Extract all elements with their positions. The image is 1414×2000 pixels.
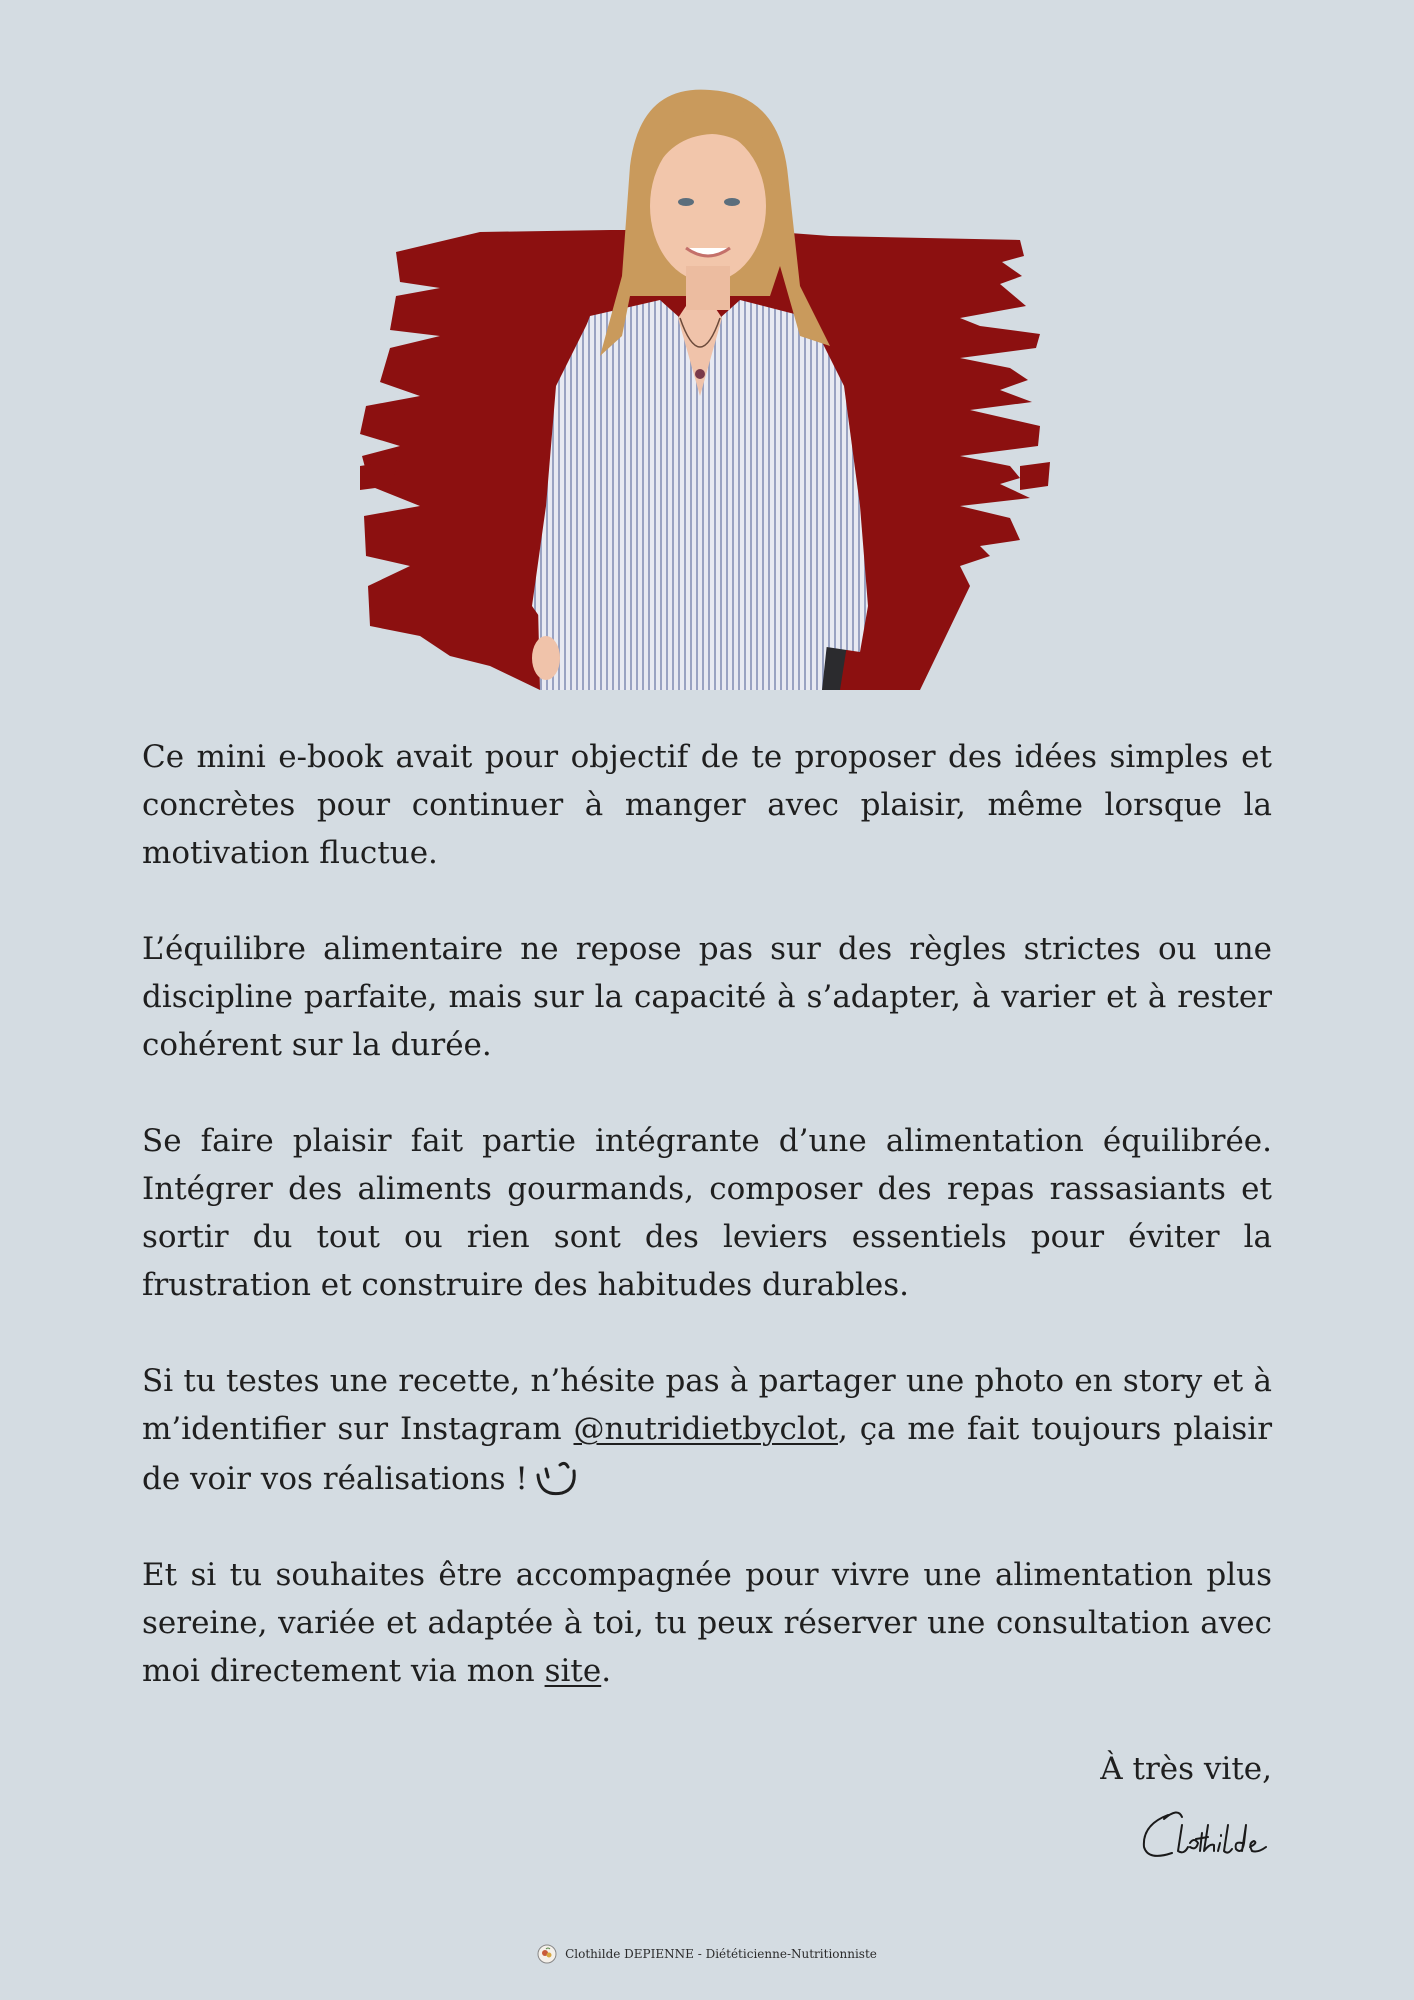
footer (0, 1944, 1414, 1964)
logo-icon (537, 1944, 557, 1964)
site-link[interactable]: site (544, 1653, 602, 1689)
footer-text: Clothilde DEPIENNE - Diététicienne-Nutritionniste (565, 1947, 877, 1961)
handwritten-signature (1138, 1803, 1272, 1863)
paragraph-balance: L’équilibre alimentaire ne repose pas sur des règles strictes ou une discipline parfaite, mais sur la capacité à s’adapter, à varier et à rester cohérent sur la durée. (142, 931, 1272, 1063)
paragraph-instagram (142, 1357, 1272, 1503)
winking-smile-icon (532, 1453, 580, 1501)
portrait-illustration (360, 86, 1060, 696)
instagram-text-before: Si tu testes une recette, n’hésite pas à partager une photo en story et à m’identifier sur Instagram (142, 1363, 1272, 1447)
paragraph-consultation (142, 1551, 1272, 1695)
hero-image (360, 86, 1060, 696)
instagram-handle-link[interactable]: @nutridietbyclot (573, 1411, 838, 1447)
face (650, 130, 766, 282)
site-text-before: Et si tu souhaites être accompagnée pour vivre une alimentation plus sereine, variée et adaptée à toi, tu peux réserver une consultation avec moi directement via mon (142, 1557, 1272, 1689)
site-text-after: . (601, 1653, 612, 1689)
letter-body (142, 733, 1272, 1695)
instagram-text-after: , ça me fait toujours plaisir de voir vos réalisations ! (142, 1411, 1273, 1497)
closing-line: À très vite, (1100, 1751, 1272, 1787)
paragraph-pleasure: Se faire plaisir fait partie intégrante d’une alimentation équilibrée. Intégrer des aliments gourmands, composer des repas rassasiants et sortir du tout ou rien sont des leviers essentiels pour éviter la frustration et construire des habitudes durables. (142, 1123, 1272, 1303)
paragraph-intro: Ce mini e-book avait pour objectif de te proposer des idées simples et concrètes pour continuer à manger avec plaisir, même lorsque la motivation fluctue. (142, 739, 1272, 871)
